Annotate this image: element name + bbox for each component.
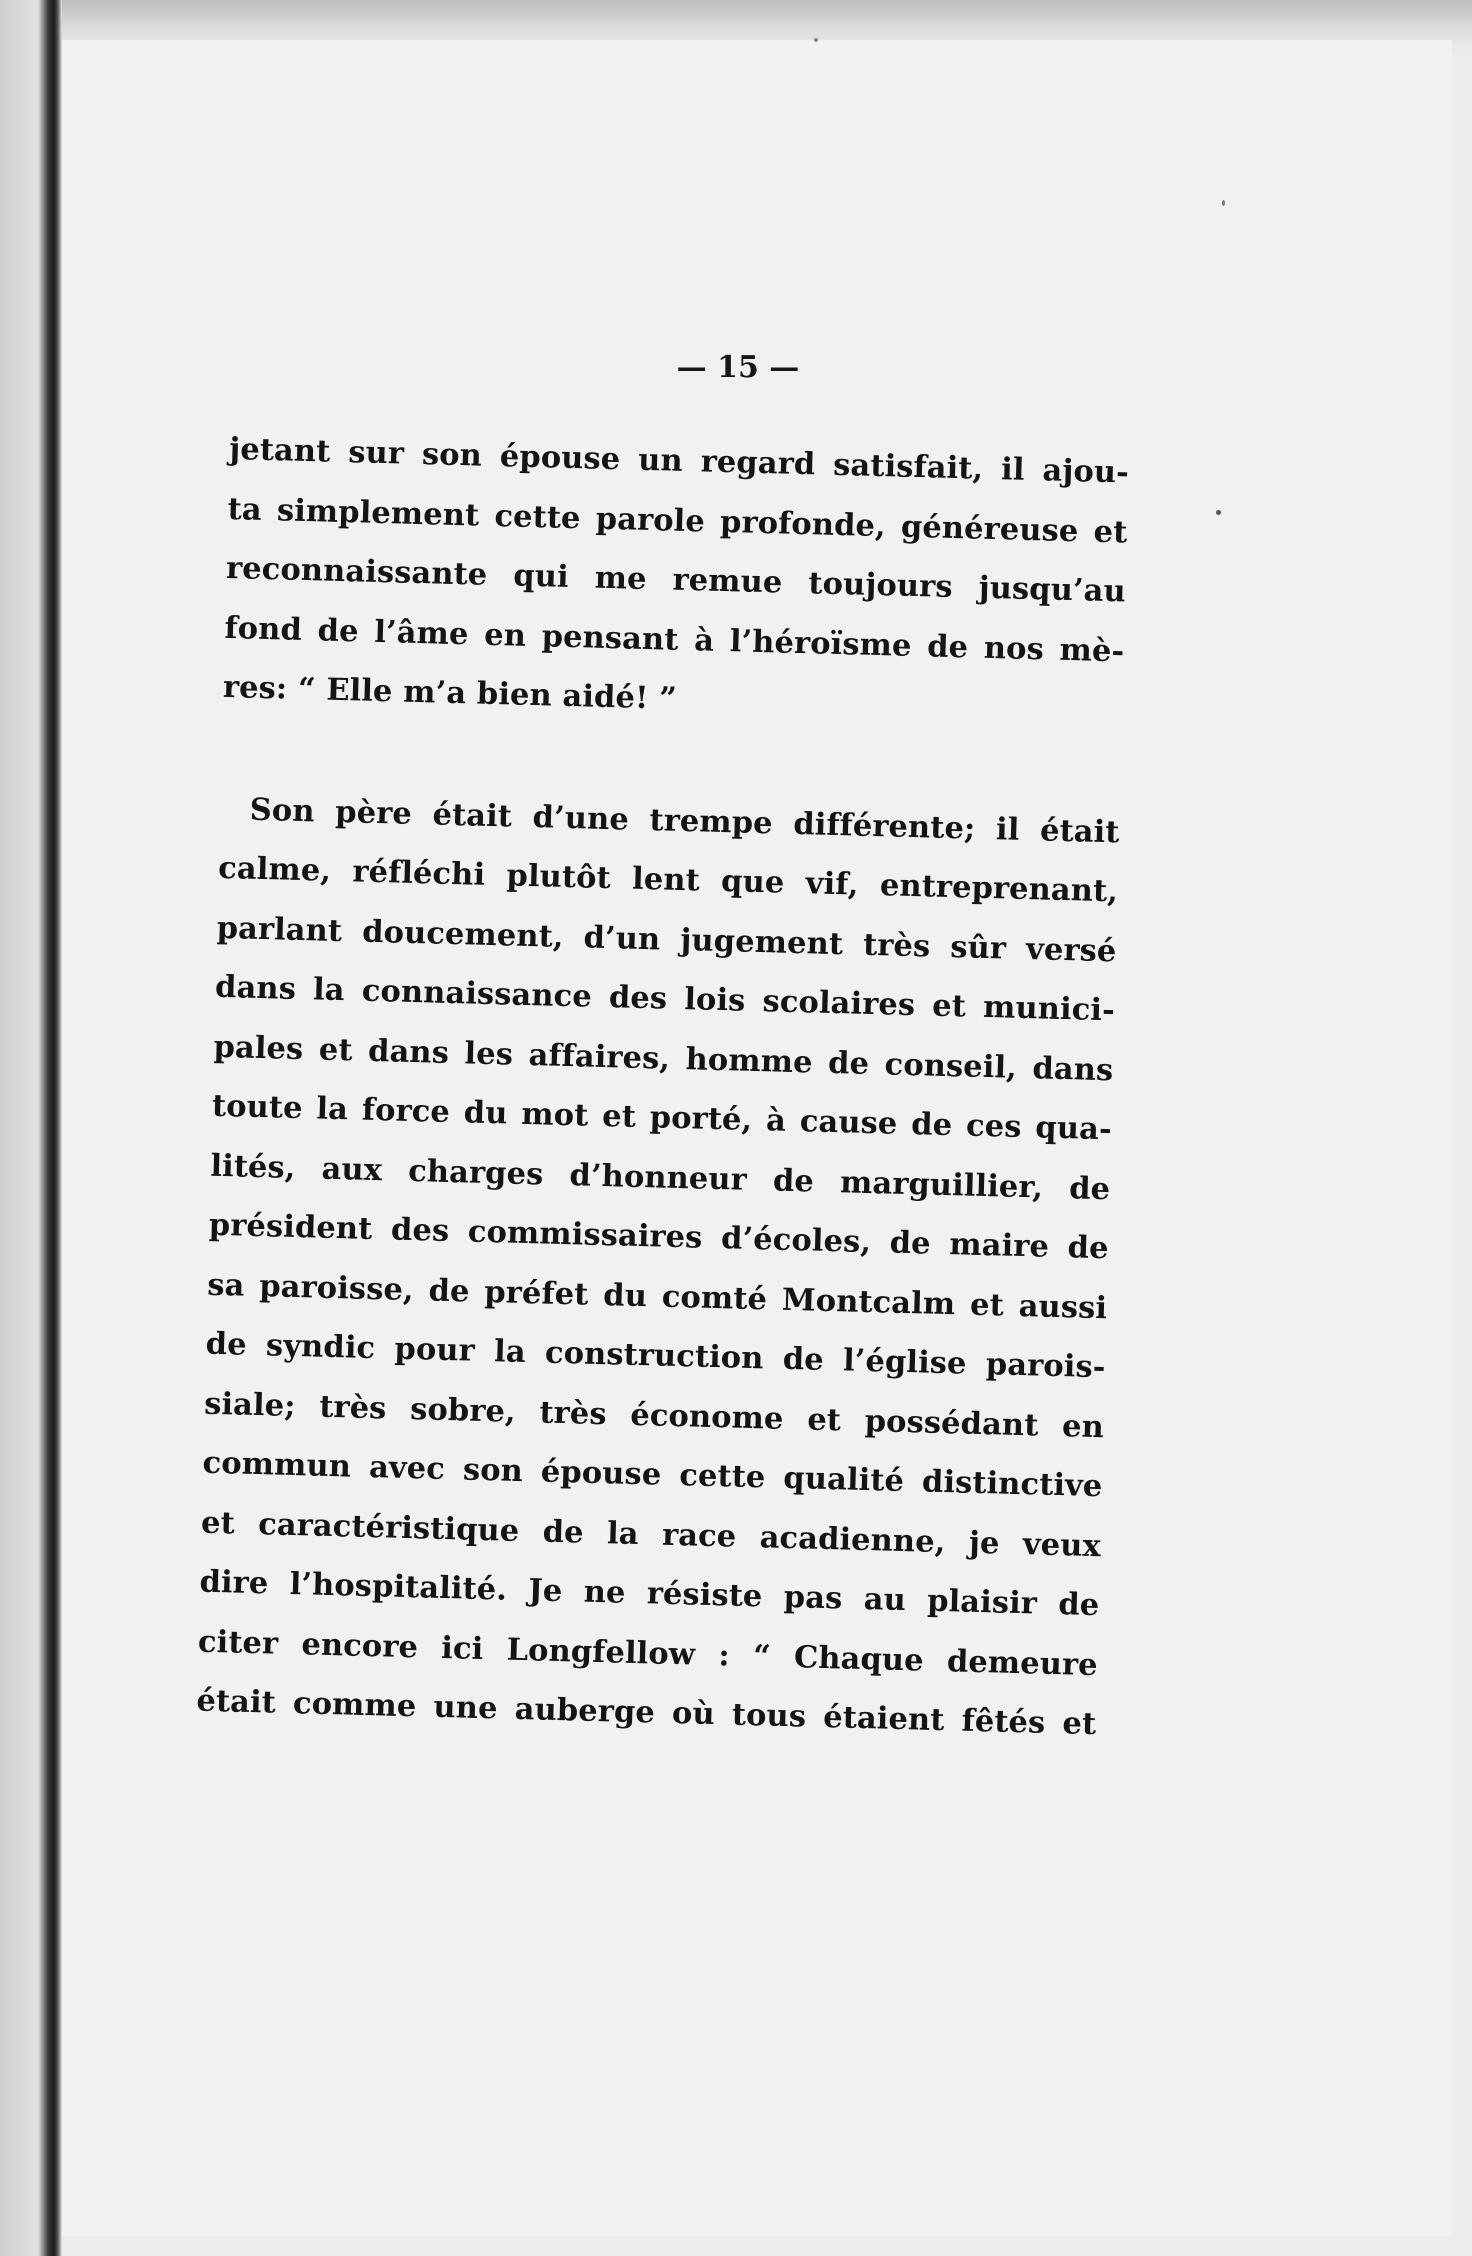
text-line: sa paroisse, de préfet du comté Montcalm et aussi (206, 1266, 1108, 1326)
text-line: toute la force du mot et porté, à cause de ces qua- (211, 1087, 1113, 1148)
paragraph-1 (222, 420, 1129, 741)
text-line: lités, aux charges d’honneur de marguillier, de (210, 1147, 1111, 1207)
book-binding-edge (0, 0, 62, 2256)
dust-speck (1222, 200, 1225, 206)
text-line: commun avec son épouse cette qualité distinctive (202, 1444, 1103, 1505)
text-line: président des commissaires d’écoles, de maire de (208, 1206, 1110, 1267)
text-line: res: “ Elle m’a bien aidé! ” (222, 668, 678, 717)
text-line: était comme une auberge où tous étaient fêtés et (195, 1682, 1097, 1743)
text-line: parlant doucement, d’un jugement très sûr versé (216, 909, 1117, 969)
text-line: jetant sur son épouse un regard satisfait, il ajou- (228, 430, 1130, 491)
text-line: ta simplement cette parole profonde, généreuse et (227, 490, 1128, 551)
book-page (62, 40, 1452, 2236)
dust-speck (1216, 510, 1221, 515)
text-line: citer encore ici Longfellow : “ Chaque demeure (197, 1623, 1099, 1683)
text-line: pales et dans les affaires, homme de conseil, dans (213, 1028, 1114, 1088)
text-line: calme, réfléchi plutôt lent que vif, entreprenant, (217, 849, 1119, 910)
dust-speck (814, 38, 818, 42)
paragraph-2 (196, 779, 1121, 1754)
text-line: Son père était d’une trempe différente; il était (249, 791, 1120, 850)
text-line: dans la connaissance des lois scolaires et munici- (214, 968, 1116, 1029)
text-line: de syndic pour la construction de l’église parois- (205, 1325, 1106, 1386)
text-line: fond de l’âme en pensant à l’héroïsme de nos mè- (224, 609, 1125, 669)
body-text (196, 420, 1130, 1755)
text-line: dire l’hospitalité. Je ne résiste pas au plaisir de (199, 1563, 1100, 1624)
text-line: et caractéristique de la race acadienne, je veux (200, 1504, 1102, 1564)
text-line: reconnaissante qui me remue toujours jusqu’au (225, 549, 1127, 610)
text-line: siale; très sobre, très économe et possédant en (203, 1385, 1105, 1445)
page-number: — 15 — (676, 350, 800, 385)
